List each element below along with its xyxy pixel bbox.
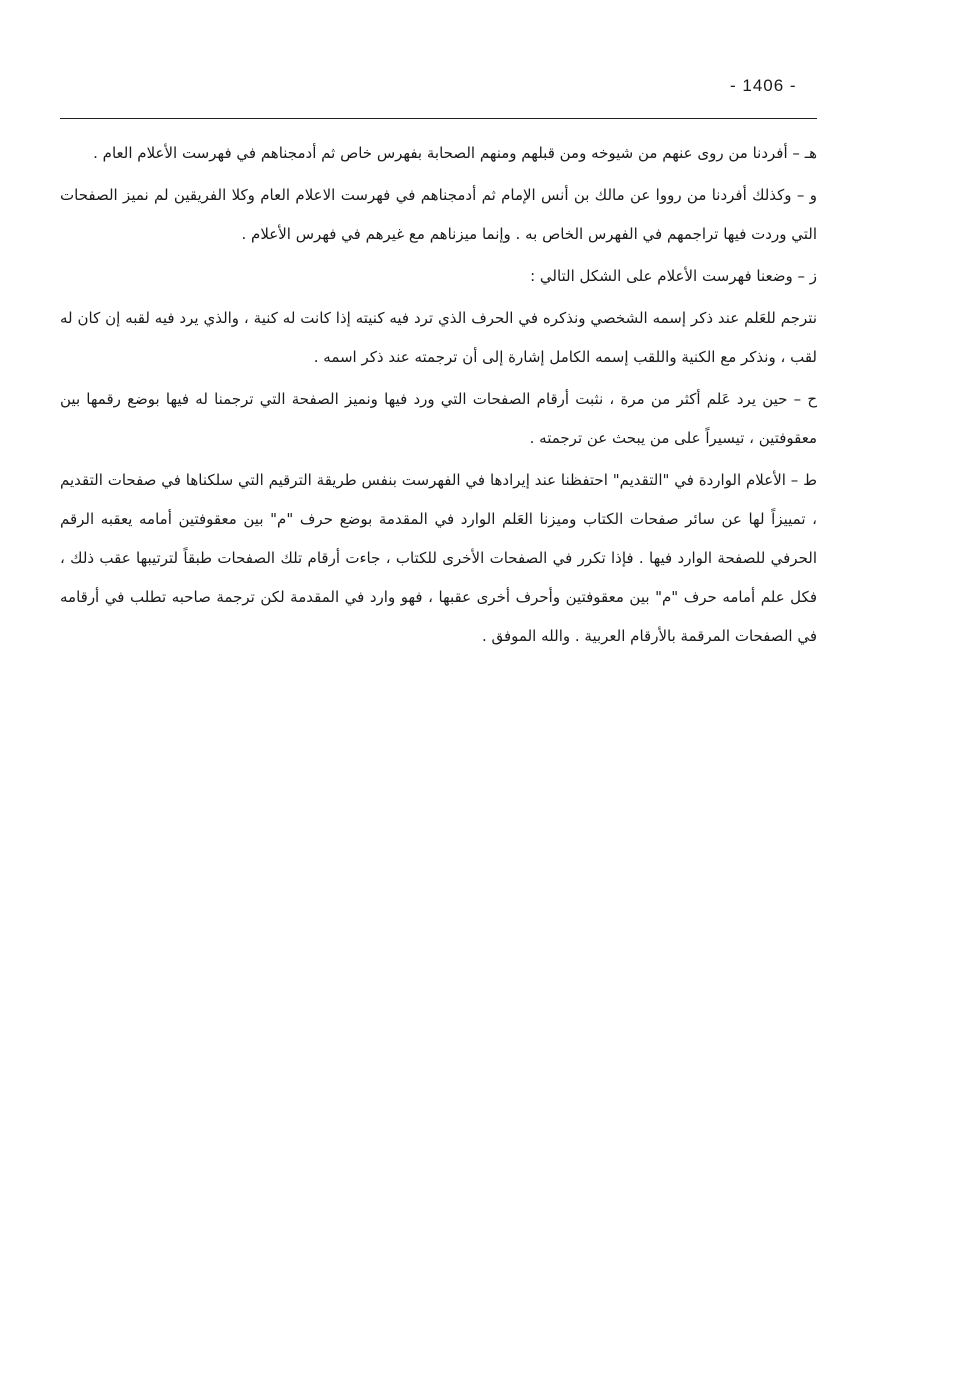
paragraph-marker: ط [803, 471, 817, 489]
paragraph-text: – وكذلك أفردنا من رووا عن مالك بن أنس الإمام ثم أدمجناهم في فهرست الاعلام العام وكلا الفريقين لم نميز الصفحات التي وردت فيها تراجمهم في الفهرس الخاص به . وإنما ميزناهم مع غيرهم في فهرس الأعلام . [60, 186, 817, 243]
paragraph-zay [60, 257, 817, 296]
paragraph-ha [60, 134, 817, 173]
paragraph-marker: ز [809, 267, 817, 285]
header-rule [60, 118, 817, 119]
page-number: - 1406 - [730, 76, 797, 95]
paragraph-marker: هـ [804, 144, 817, 162]
paragraph-text: – الأعلام الواردة في "التقديم" احتفظنا عند إيرادها في الفهرست بنفس طريقة الترقيم التي سلكناها في صفحات التقديم ، تمييزاً لها عن سائر صفحات الكتاب وميزنا العَلم الوارد في المقدمة بوضع حرف "م" بين معقوفتين أمامه يعقبه الرقم الحرفي للصفحة الوارد فيها . فإذا تكرر في الصفحات الأخرى للكتاب ، جاءت أرقام تلك الصفحات طبقاً لترتيبها عقب ذلك ، فكل علم أمامه حرف "م" بين معقوفتين وأحرف أخرى عقبها ، فهو وارد في المقدمة لكن ترجمة صاحبه تطلب في أرقامه في الصفحات المرقمة بالأرقام العربية . والله الموفق . [60, 471, 817, 645]
paragraph-marker: و [809, 186, 817, 204]
paragraph-text: نترجم للعَلم عند ذكر إسمه الشخصي ونذكره في الحرف الذي ترد فيه كنيته إذا كانت له كنية ، والذي يرد فيه لقبه إن كان له لقب ، ونذكر مع الكنية واللقب إسمه الكامل إشارة إلى أن ترجمته عند ذكر اسمه . [60, 309, 817, 366]
paragraph-marker: ح [807, 390, 817, 408]
paragraph-zay-detail [60, 299, 817, 377]
paragraph-text: – وضعنا فهرست الأعلام على الشكل التالي : [530, 267, 805, 285]
paragraph-text: – أفردنا من روى عنهم من شيوخه ومن قبلهم ومنهم الصحابة بفهرس خاص ثم أدمجناهم في فهرست الأعلام العام . [93, 144, 800, 162]
paragraph-waw [60, 176, 817, 254]
page-body [60, 134, 817, 659]
paragraph-ha2 [60, 380, 817, 458]
paragraph-text: – حين يرد عَلم أكثر من مرة ، نثبت أرقام الصفحات التي ورد فيها ونميز الصفحة التي ترجمنا له فيها بوضع رقمها بين معقوفتين ، تيسيراً على من يبحث عن ترجمته . [60, 390, 817, 447]
paragraph-ta [60, 461, 817, 656]
